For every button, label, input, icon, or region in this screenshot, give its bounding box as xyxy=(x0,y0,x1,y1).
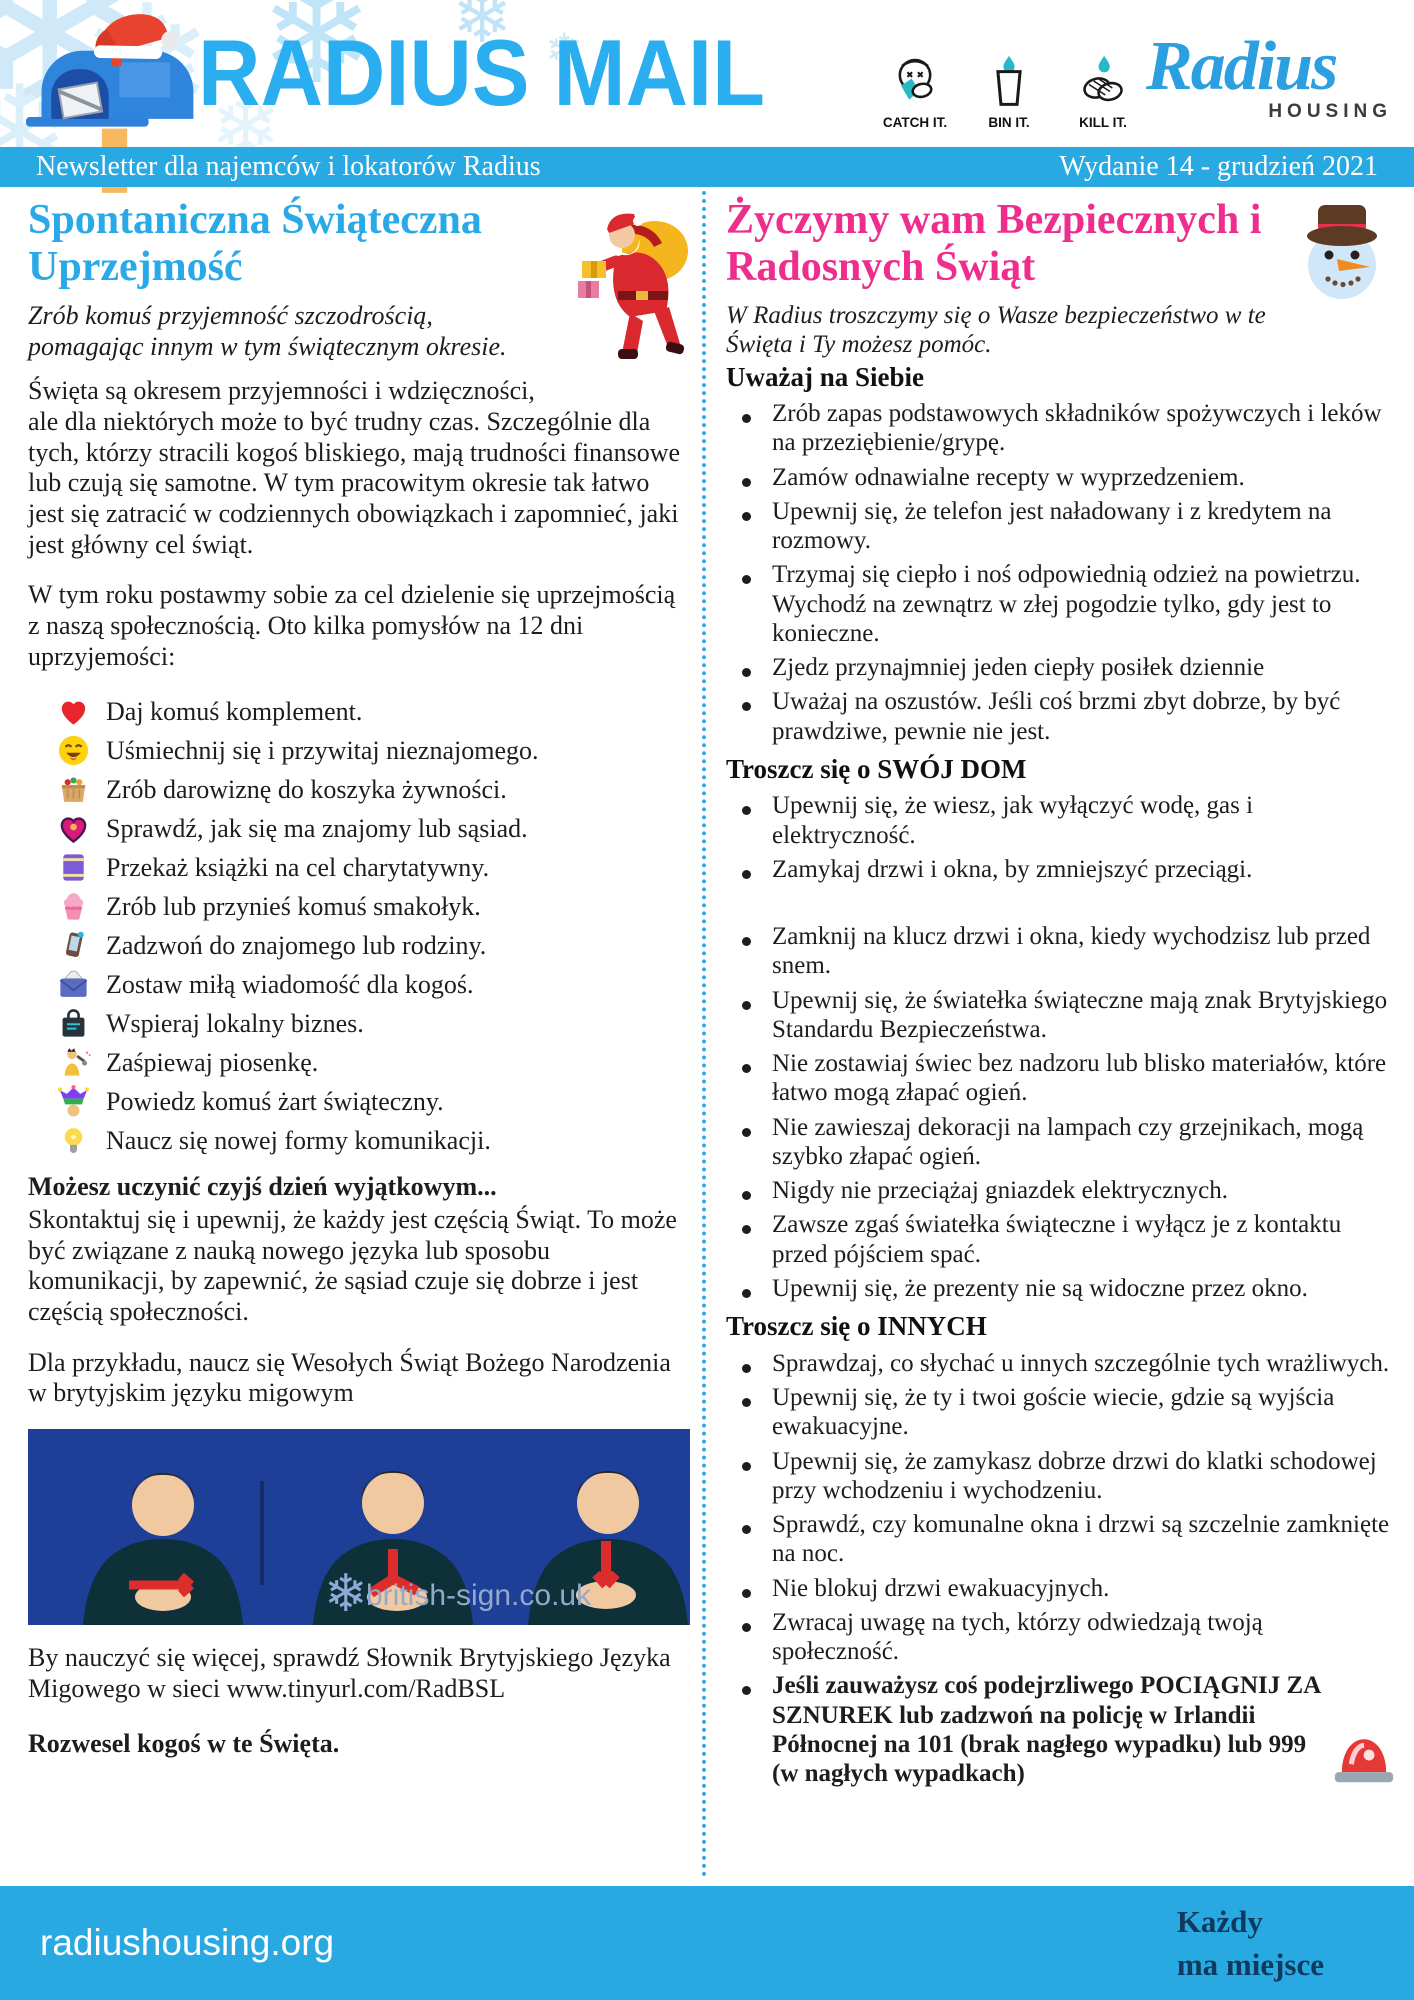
bullet-text: Zamów odnawialne recepty w wyprzedzeniem. xyxy=(772,463,1245,491)
bullet-text: Zamknij na klucz drzwi i okna, kiedy wychodzisz lub przed snem. xyxy=(772,923,1371,980)
bullet-item xyxy=(726,922,1392,981)
kindness-list-item xyxy=(56,887,692,926)
left-article-lead: Zrób komuś przyjemność szczodrością, pomagając innym w tym świątecznym okresie. xyxy=(28,301,507,361)
kindness-item-label: Zadzwoń do znajomego lub rodziny. xyxy=(106,930,487,960)
bullet-item xyxy=(726,1383,1392,1442)
logo-brand-text: Radius xyxy=(1146,28,1337,105)
catch-it-label: CATCH IT. xyxy=(882,115,948,130)
kindness-list-item xyxy=(56,1004,692,1043)
bullet-item xyxy=(726,791,1392,850)
left-paragraph-4: Dla przykładu, naucz się Wesołych Świąt Bożego Narodzenia w brytyjskim języku migowym xyxy=(28,1347,671,1408)
bullet-text: Upewnij się, że prezenty nie są widoczne przez okno. xyxy=(772,1274,1308,1302)
bullet-item xyxy=(726,986,1392,1045)
bullet-text: Zamykaj drzwi i okna, by zmniejszyć przeciągi. xyxy=(772,855,1253,883)
bin-it-icon xyxy=(970,50,1048,110)
banner-issue-text: Wydanie 14 - grudzień 2021 xyxy=(1059,151,1378,182)
radius-housing-logo xyxy=(1146,28,1402,123)
phone-icon xyxy=(56,928,91,963)
left-paragraph-1: Święta są okresem przyjemności i wdzięczności, ale dla niektórych może to być trudny czas. Szczególnie dla tych, którzy stracili kogoś bliskiego, mają trudności finansowe lub czują się samotne. W tym pracowitym okresie tak łatwo jest się zatracić w codziennych obowiązkach i zapomnieć, jaki jest główny cel świąt. xyxy=(28,376,681,559)
kindness-item-label: Zaśpiewaj piosenkę. xyxy=(106,1047,319,1077)
logo-sub-text: HOUSING xyxy=(1268,100,1392,122)
left-article-title: Spontaniczna Świąteczna Uprzejmość xyxy=(28,197,482,291)
bullet-item xyxy=(726,399,1392,458)
bullet-item xyxy=(726,463,1392,492)
shopping-bag-icon xyxy=(56,1006,91,1041)
bsl-sign-language-image xyxy=(28,1429,690,1625)
snowman-icon xyxy=(1292,199,1392,305)
cupcake-icon xyxy=(56,889,91,924)
kindness-item-label: Zostaw miłą wiadomość dla kogoś. xyxy=(106,969,474,999)
santa-illustration xyxy=(560,199,692,371)
heart-icon xyxy=(56,694,91,729)
bullet-item xyxy=(726,1671,1392,1788)
kindness-list-item xyxy=(56,1121,692,1160)
masthead xyxy=(0,0,1414,147)
envelope-icon xyxy=(56,967,91,1002)
bullet-text: Nie blokuj drzwi ewakuacyjnych. xyxy=(772,1574,1110,1602)
footer-tagline-line1: Każdy xyxy=(1176,1903,1263,1939)
catch-it-item xyxy=(876,50,954,130)
bullet-item xyxy=(726,1274,1392,1303)
bullet-text: Jeśli zauważysz coś podejrzliwego POCIĄGNIJ ZA SZNUREK lub zadzwoń na policję w Irlandii Północnej na 101 (brak nagłego wypadku) lub 999 (w nagłych wypadkach) xyxy=(772,1672,1320,1788)
kindness-item-label: Daj komuś komplement. xyxy=(106,696,363,726)
singer-icon xyxy=(56,1045,91,1080)
bullet-text: Trzymaj się ciepło i noś odpowiednią odzież na powietrzu. Wychodź na zewnątrz w złej pogodzie tylko, gdy jest to konieczne. xyxy=(772,561,1361,647)
section-heading: Troszcz się o SWÓJ DOM xyxy=(726,753,1027,784)
bullet-text: Nie zawieszaj dekoracji na lampach czy grzejnikach, mogą szybko złapać ogień. xyxy=(772,1113,1364,1170)
book-icon xyxy=(56,850,91,885)
kindness-item-label: Wspieraj lokalny biznes. xyxy=(106,1008,364,1038)
bullet-list xyxy=(726,1349,1392,1789)
newsletter-title: RADIUS MAIL xyxy=(198,20,765,125)
bullet-item xyxy=(726,1510,1392,1569)
kindness-item-label: Powiedz komuś żart świąteczny. xyxy=(106,1086,444,1116)
bin-it-label: BIN IT. xyxy=(988,115,1030,130)
bullet-item xyxy=(726,560,1392,648)
bullet-text: Zjedz przynajmniej jeden ciepły posiłek dziennie xyxy=(772,654,1265,682)
kindness-list-item xyxy=(56,1043,692,1082)
bullet-text: Zwracaj uwagę na tych, którzy odwiedzają twoją społeczność. xyxy=(772,1608,1263,1666)
bullet-item xyxy=(726,855,1392,884)
bullet-text: Sprawdzaj, co słychać u innych szczególnie tych wrażliwych. xyxy=(772,1349,1390,1377)
bullet-list xyxy=(726,791,1392,1303)
bullet-text: Upewnij się, że wiesz, jak wyłączyć wodę, gas i elektryczność. xyxy=(772,792,1254,849)
bullet-text: Zrób zapas podstawowych składników spożywczych i leków na przeziębienie/grypę. xyxy=(772,400,1382,457)
bsl-link-prefix: By nauczyć się więcej, sprawdź Słownik Brytyjskiego Języka Migowego w sieci xyxy=(28,1643,671,1703)
section-heading: Uważaj na Siebie xyxy=(726,361,924,392)
kill-it-item xyxy=(1064,50,1142,130)
bsl-watermark: british-sign.co.uk xyxy=(366,1579,592,1613)
kindness-list-item xyxy=(56,926,692,965)
left-closing-line: Rozwesel kogoś w te Święta. xyxy=(28,1728,340,1758)
kindness-list-item xyxy=(56,731,692,770)
bullet-text: Zawsze zgaś światełka świąteczne i wyłącz je z kontaktu przed pójściem spać. xyxy=(772,1211,1342,1268)
kindness-item-label: Zrób darowiznę do koszyka żywności. xyxy=(106,774,507,804)
left-paragraph-3: Skontaktuj się i upewnij, że każdy jest częścią Świąt. To może być związane z nauką nowego języka lub sposobu komunikacji, by zapewnić, że sąsiad czuje się dobrze i jest częścią społeczności. xyxy=(28,1205,677,1327)
bullet-item xyxy=(726,1574,1392,1603)
bullet-text: Upewnij się, że zamykasz dobrze drzwi do klatki schodowej przy wchodzeniu i wychodzeniu. xyxy=(772,1447,1377,1504)
bullet-text: Nigdy nie przeciążaj gniazdek elektrycznych. xyxy=(772,1177,1229,1205)
content xyxy=(0,187,1414,1886)
bullet-text: Upewnij się, że telefon jest naładowany i z kredytem na rozmowy. xyxy=(772,497,1332,555)
kindness-item-label: Sprawdź, jak się ma znajomy lub sąsiad. xyxy=(106,813,528,843)
catch-it-icon xyxy=(876,50,954,110)
bullet-item xyxy=(726,1176,1392,1205)
kill-it-label: KILL IT. xyxy=(1079,115,1127,130)
bullet-text: Uważaj na oszustów. Jeśli coś brzmi zbyt dobrze, by być prawdziwe, pewnie nie jest. xyxy=(772,688,1341,745)
bullet-text: Upewnij się, że ty i twoi goście wiecie, gdzie są wyjścia ewakuacyjne. xyxy=(772,1384,1335,1441)
bullet-item xyxy=(726,497,1392,556)
kindness-list-item xyxy=(56,965,692,1004)
kindness-item-label: Przekaż książki na cel charytatywny. xyxy=(106,852,490,882)
hygiene-icons-group xyxy=(876,50,1142,130)
bullet-text: Nie zostawiaj świec bez nadzoru lub blisko materiałów, które łatwo mogą złapać ogień. xyxy=(772,1050,1387,1107)
bullet-item xyxy=(726,1447,1392,1506)
smile-icon xyxy=(56,733,91,768)
safety-sections xyxy=(726,362,1392,1789)
footer-tagline xyxy=(1177,1900,1324,1987)
right-article-lead: W Radius troszczymy się o Wasze bezpieczeństwo w te Święta i Ty możesz pomóc. xyxy=(726,302,1266,359)
left-paragraph-2: W tym roku postawmy sobie za cel dzielenie się uprzejmością z naszą społecznością. Oto kilka pomysłów na 12 dni uprzyjemości: xyxy=(28,580,676,671)
bullet-item xyxy=(726,1608,1392,1667)
kindness-list-item xyxy=(56,692,692,731)
kindness-list-item xyxy=(56,848,692,887)
left-bold-line: Możesz uczynić czyjś dzień wyjątkowym... xyxy=(28,1172,497,1202)
bsl-link-paragraph xyxy=(28,1643,692,1704)
kindness-item-label: Zrób lub przynieś komuś smakołyk. xyxy=(106,891,481,921)
bullet-item xyxy=(726,653,1392,682)
bullet-item xyxy=(726,1113,1392,1172)
bsl-link[interactable]: www.tinyurl.com/RadBSL xyxy=(226,1673,506,1703)
jester-icon xyxy=(56,1084,91,1119)
kindness-list-item xyxy=(56,770,692,809)
bullet-item xyxy=(726,1210,1392,1269)
heart-box-icon xyxy=(56,811,91,846)
bin-it-item xyxy=(970,50,1048,130)
kindness-item-label: Uśmiechnij się i przywitaj nieznajomego. xyxy=(106,735,539,765)
bullet-item xyxy=(726,687,1392,746)
banner xyxy=(0,147,1414,187)
bullet-item xyxy=(726,1349,1392,1378)
kindness-list-item xyxy=(56,1082,692,1121)
banner-left-text: Newsletter dla najemców i lokatorów Radius xyxy=(36,151,541,182)
kindness-list xyxy=(28,692,692,1160)
siren-icon xyxy=(1326,1712,1402,1788)
bullet-text: Upewnij się, że światełka świąteczne mają znak Brytyjskiego Standardu Bezpieczeństwa. xyxy=(772,986,1388,1043)
section-heading: Troszcz się o INNYCH xyxy=(726,1311,987,1342)
footer-tagline-line2: ma miejsce xyxy=(1176,1947,1324,1982)
kindness-list-item xyxy=(56,809,692,848)
watermark-snowflake-icon: ❄ xyxy=(324,1566,368,1624)
right-article xyxy=(726,197,1392,1796)
bullet-item xyxy=(726,1049,1392,1108)
column-divider xyxy=(702,191,706,1878)
left-article xyxy=(28,197,692,1779)
footer xyxy=(0,1886,1414,2000)
lightbulb-icon xyxy=(56,1123,91,1158)
right-article-title: Życzymy wam Bezpiecznych i Radosnych Świąt xyxy=(726,197,1262,291)
bullet-list xyxy=(726,399,1392,746)
kill-it-icon xyxy=(1064,50,1142,110)
footer-website-link[interactable]: radiushousing.org xyxy=(40,1922,335,1963)
kindness-item-label: Naucz się nowej formy komunikacji. xyxy=(106,1125,491,1155)
bullet-text: Sprawdź, czy komunalne okna i drzwi są szczelnie zamknięte na noc. xyxy=(772,1511,1390,1568)
food-basket-icon xyxy=(56,772,91,807)
